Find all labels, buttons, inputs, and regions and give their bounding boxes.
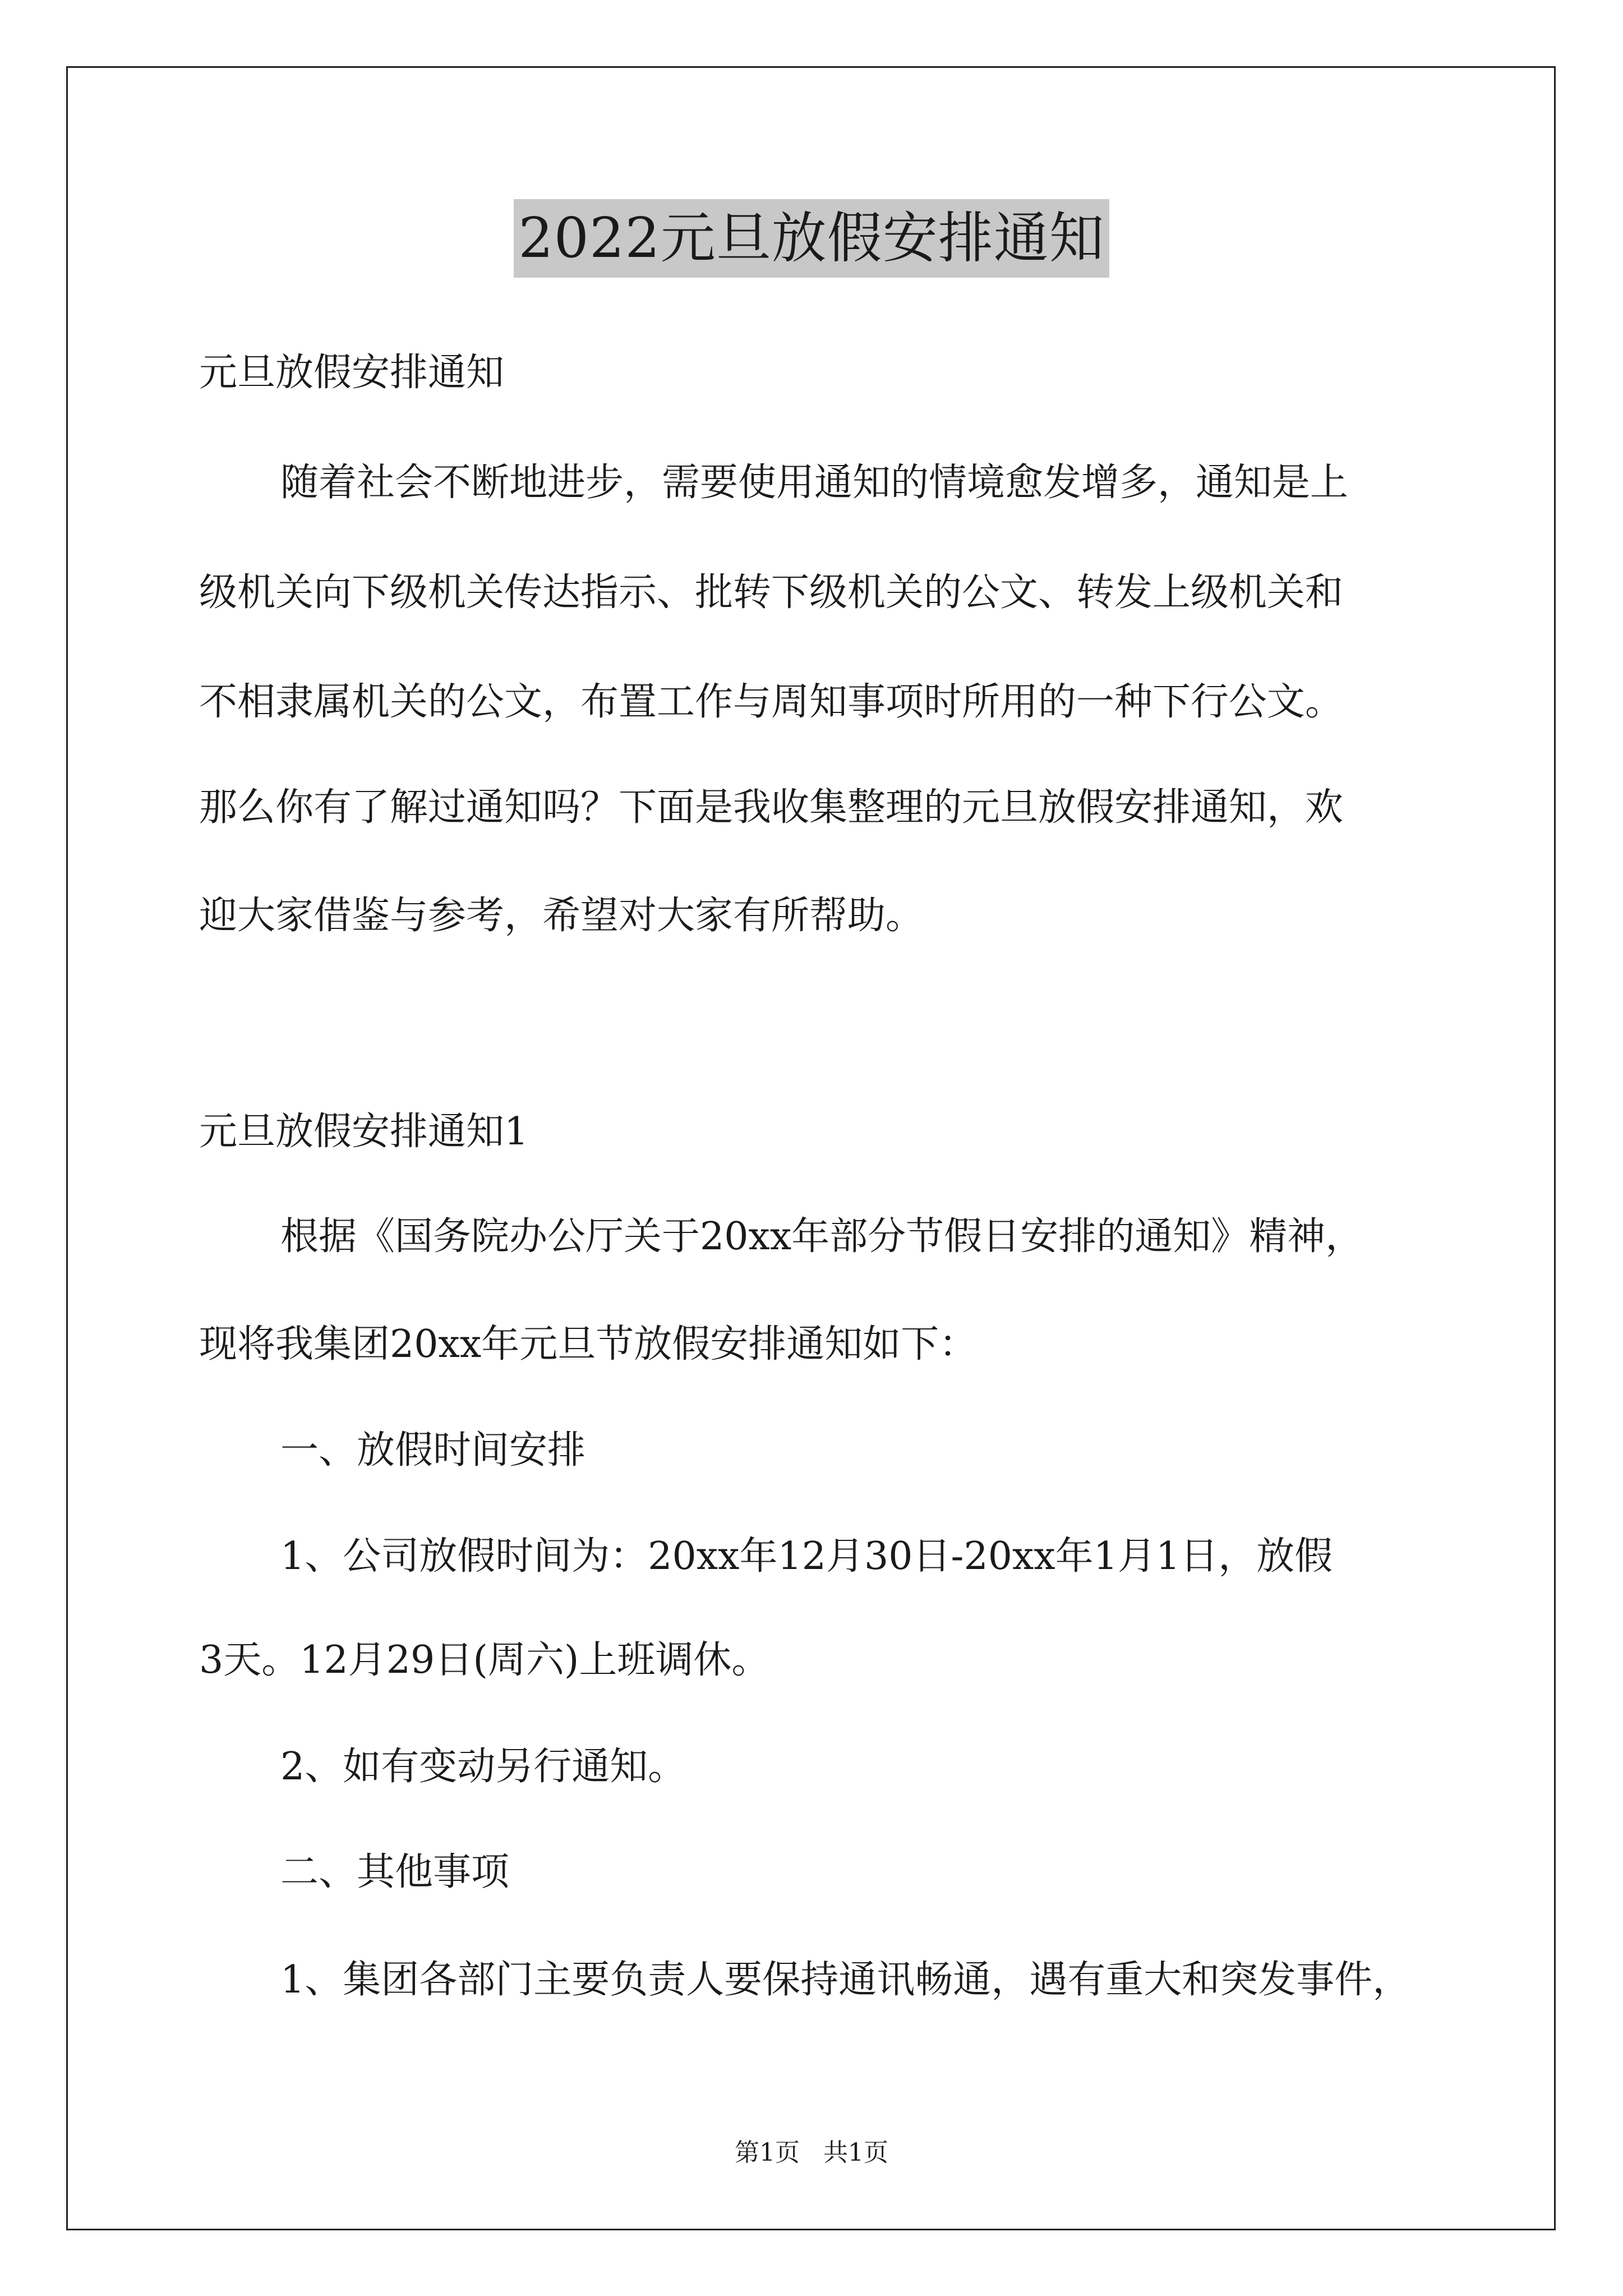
intro-line: 那么你有了解过通知吗？下面是我收集整理的元旦放假安排通知，欢 xyxy=(199,785,1344,830)
intro-line: 迎大家借鉴与参考，希望对大家有所帮助。 xyxy=(199,894,924,938)
intro-line: 级机关向下级机关传达指示、批转下级机关的公文、转发上级机关和 xyxy=(199,570,1344,615)
body-line: 二、其他事项 xyxy=(280,1850,510,1894)
body-line: 1、集团各部门主要负责人要保持通讯畅通，遇有重大和突发事件， xyxy=(280,1958,1411,2002)
body-line: 一、放假时间安排 xyxy=(280,1428,586,1473)
body-line: 现将我集团20xx年元旦节放假安排通知如下： xyxy=(199,1322,978,1366)
body-line: 2、如有变动另行通知。 xyxy=(280,1745,686,1789)
document-title: 2022元旦放假安排通知 xyxy=(514,199,1109,278)
page-number: 第1页 共1页 xyxy=(735,2138,888,2167)
body-line: 3天。12月29日(周六)上班调休。 xyxy=(199,1638,770,1682)
section-heading: 元旦放假安排通知1 xyxy=(199,1110,529,1154)
title-container xyxy=(0,199,1623,278)
intro-line: 随着社会不断地进步，需要使用通知的情境愈发增多，通知是上 xyxy=(280,461,1349,505)
intro-line: 不相隶属机关的公文，布置工作与周知事项时所用的一种下行公文。 xyxy=(199,680,1344,724)
body-line: 根据《国务院办公厅关于20xx年部分节假日安排的通知》精神， xyxy=(280,1214,1364,1259)
body-line: 1、公司放假时间为：20xx年12月30日-20xx年1月1日，放假 xyxy=(280,1534,1333,1579)
document-subtitle: 元旦放假安排通知 xyxy=(199,351,505,395)
